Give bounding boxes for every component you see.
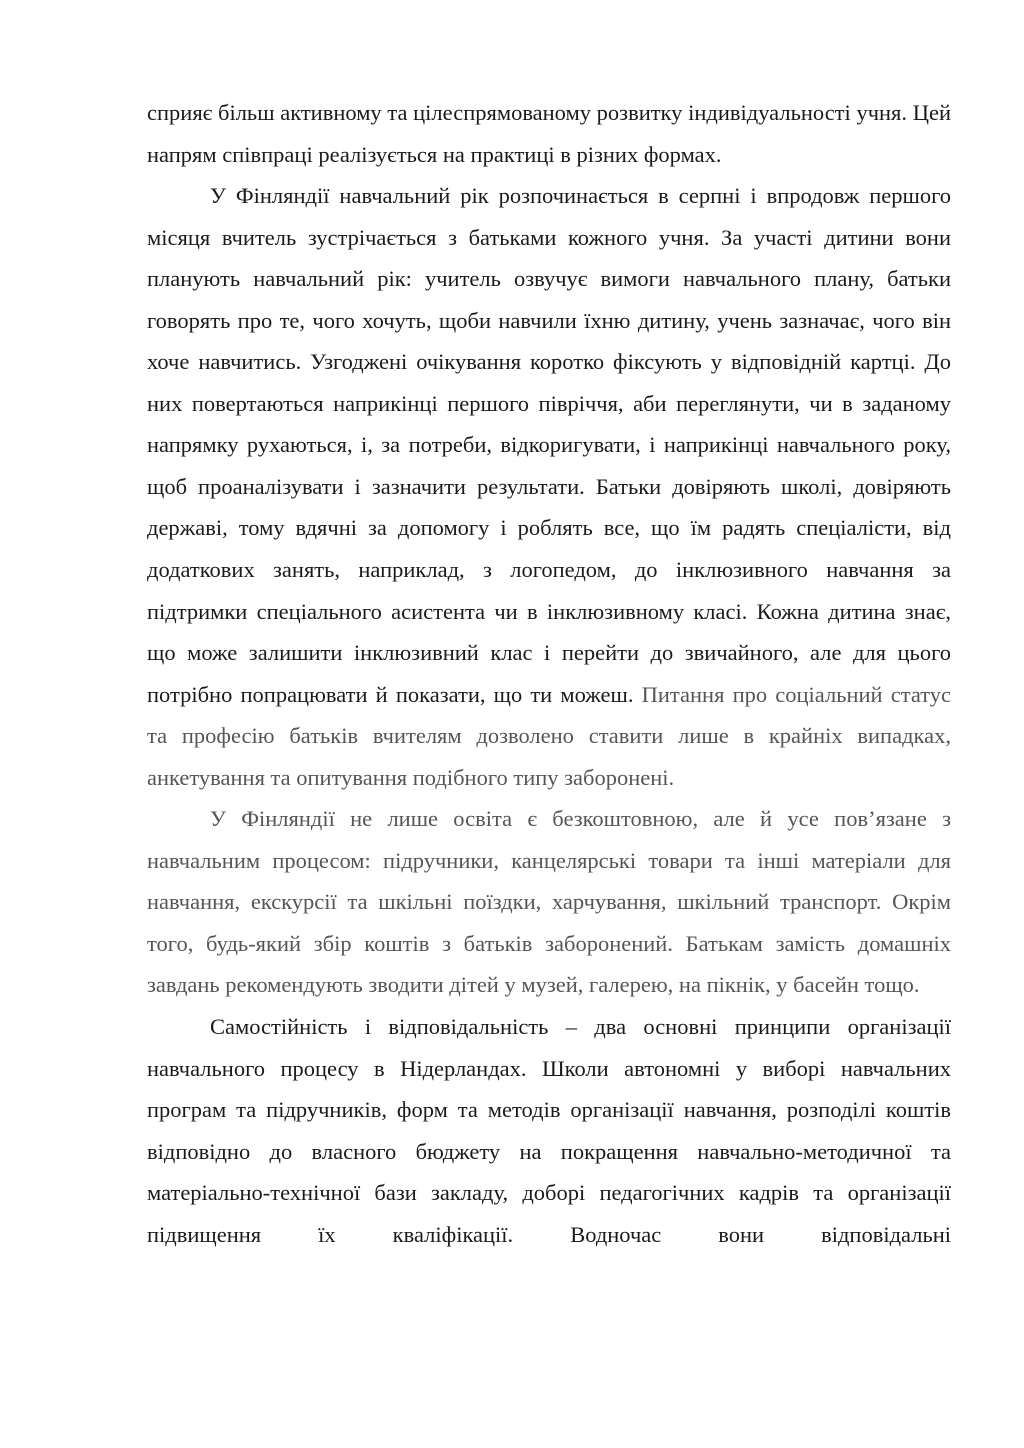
paragraph-finland-school-year — [147, 175, 951, 798]
paragraph-text: У Фінляндії не лише освіта є безкоштовною, але й усе пов’язане з навчальним процесом: підручники, канцелярські товари та інші матеріали для навчання, екскурсії та шкільні поїздки, харчування, шкільний транспорт. Окрім того, будь-який збір коштів з батьків заборонений. Батькам замість домашніх завдань рекомендують зводити дітей у музей, галерею, на пікнік, у басейн тощо. — [147, 806, 951, 998]
paragraph-text-faded: Питання про соціальний статус та професію батьків вчителям дозволено ставити лише в крайніх випадках, анкетування та опитування подібного типу заборонені. — [147, 681, 951, 790]
paragraph-text: сприяє більш активному та цілеспрямованому розвитку індивідуальності учня. Цей напрям співпраці реалізується на практиці в різних формах. — [147, 100, 951, 167]
document-body — [147, 92, 951, 1255]
paragraph-netherlands-autonomy — [147, 1006, 951, 1255]
paragraph-finland-free-education — [147, 798, 951, 1006]
paragraph-text: У Фінляндії навчальний рік розпочинається в серпні і впродовж першого місяця вчитель зустрічається з батьками кожного учня. За участі дитини вони планують навчальний рік: учитель озвучує вимоги навчального плану, батьки говорять про те, чого хочуть, щоби навчили їхню дитину, учень зазначає, чого він хоче навчитись. Узгоджені очікування коротко фіксують у відповідній картці. До них повертаються наприкінці першого півріччя, аби переглянути, чи в заданому напрямку рухаються, і, за потреби, відкоригувати, і наприкінці навчального року, щоб проаналізувати і зазначити результати. Батьки довіряють школі, довіряють державі, тому вдячні за допомогу і роблять все, що їм радять спеціалісти, від додаткових занять, наприклад, з логопедом, до інклюзивного навчання за підтримки спеціального асистента чи в інклюзивному класі. Кожна дитина знає, що може залишити інклюзивний клас і перейти до звичайного, але для цього потрібно попрацювати й показати, що ти можеш. — [147, 183, 951, 707]
paragraph-continuation — [147, 92, 951, 175]
paragraph-text: Самостійність і відповідальність – два основні принципи організації навчального процесу в Нідерландах. Школи автономні у виборі навчальних програм та підручників, форм та методів організації навчання, розподілі коштів відповідно до власного бюджету на покращення навчально-методичної та матеріально-технічної бази закладу, доборі педагогічних кадрів та організації підвищення їх кваліфікації. Водночас вони відповідальні — [147, 1014, 951, 1247]
